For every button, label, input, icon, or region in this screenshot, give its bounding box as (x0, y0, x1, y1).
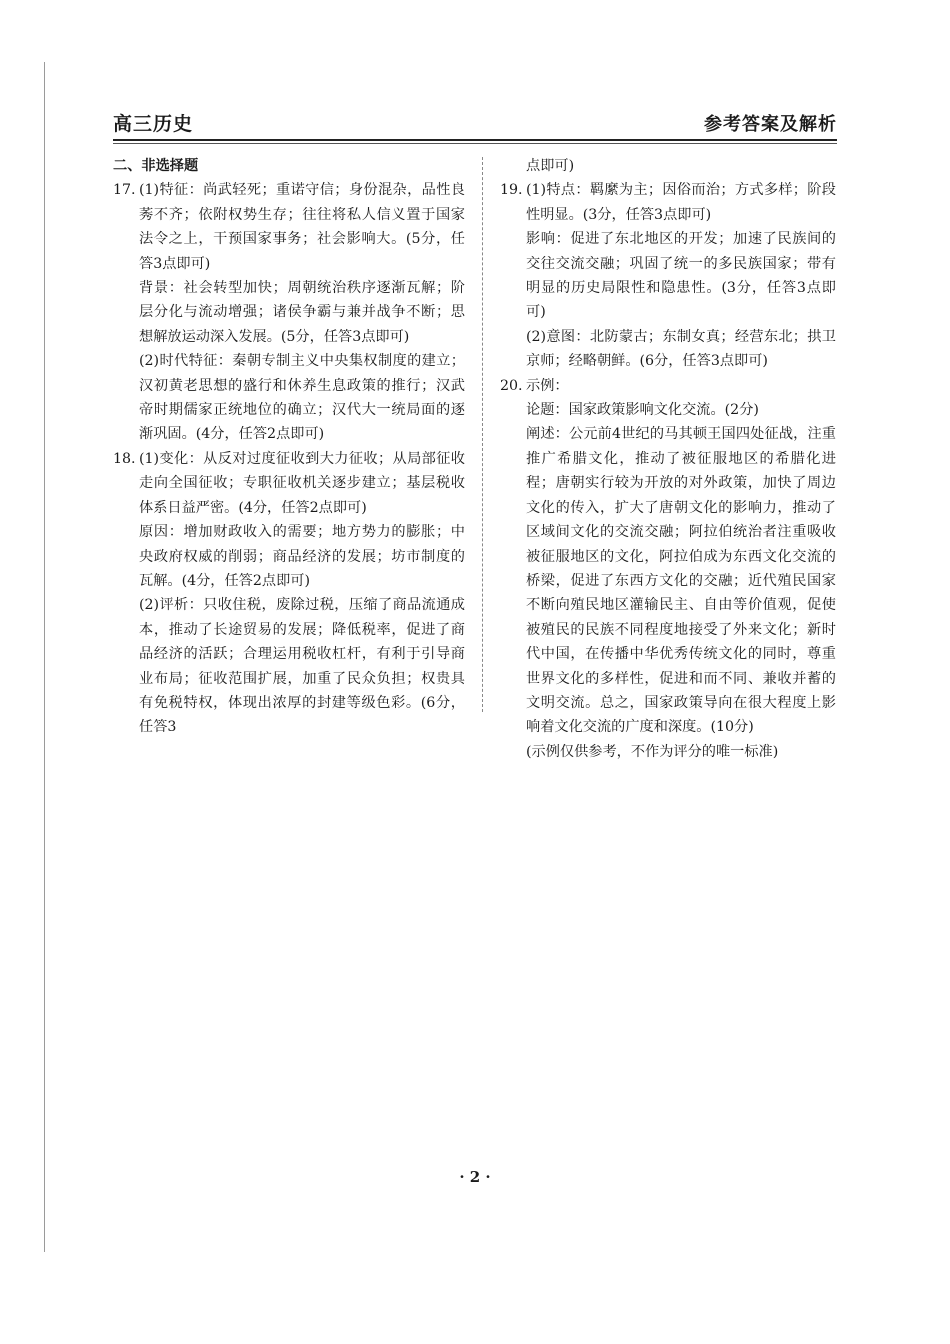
question-19-part1-impact: 影响：促进了东北地区的开发；加速了民族间的交往交流交融；巩固了统一的多民族国家；带有明显的历史局限性和隐患性。(3分，任答3点即可) (526, 231, 836, 321)
header-rule-thick (113, 139, 837, 141)
question-20-number: 20. (500, 377, 523, 394)
question-18-tail: 点即可) (526, 158, 575, 174)
question-20-body: 阐述：公元前4世纪的马其顿王国四处征战，注重推广希腊文化，推动了被征服地区的希腊化进程；唐朝实行较为开放的对外政策，加快了周边文化的传入，扩大了唐朝文化的影响力，推动了区域间文化的交流交融；阿拉伯统治者注重吸收被征服地区的文化，阿拉伯成为东西文化交流的桥梁，促进了东西方文化的交融；近代殖民国家不断向殖民地区灌输民主、自由等价值观，促使被殖民的民族不同程度地接受了外来文化；新时代中国，在传播中华优秀传统文化的同时，尊重世界文化的多样性，促进和而不同、兼收并蓄的文明交流。总之，国家政策导向在很大程度上影响着文化交流的广度和深度。(10分) (526, 426, 836, 736)
question-19-part2: (2)意图：北防蒙古；东制女真；经营东北；拱卫京师；经略朝鲜。(6分，任答3点即可) (526, 328, 836, 370)
question-20-thesis: 论题：国家政策影响文化交流。(2分) (526, 402, 759, 419)
question-19 (500, 178, 836, 373)
question-19-part1-features: (1)特点：羁縻为主；因俗而治；方式多样；阶段性明显。(3分，任答3点即可) (526, 182, 836, 223)
question-18-continued (500, 154, 836, 178)
question-18-part1-changes: (1)变化：从反对过度征收到大力征收；从局部征收走向全国征收；专职征收机关逐步建立；基层税收体系日益严密。(4分，任答2点即可) (139, 450, 465, 516)
section-title: 二、非选择题 (113, 158, 199, 174)
header-subject: 高三历史 (113, 113, 194, 135)
question-18 (113, 447, 465, 740)
page-number: · 2 · (459, 1168, 491, 1186)
question-17-number: 17. (113, 182, 136, 199)
right-column (500, 154, 836, 764)
question-17-part1-features: (1)特征：尚武轻死；重诺守信；身份混杂，品性良莠不齐；依附权势生存；往往将私人信义置于国家法令之上，干预国家事务；社会影响大。(5分，任答3点即可) (139, 182, 465, 272)
header-rule-thin (113, 143, 837, 144)
page-header (113, 112, 837, 138)
header-doc-title: 参考答案及解析 (704, 114, 837, 135)
binding-line (44, 62, 45, 1252)
question-17 (113, 178, 465, 446)
question-20 (500, 374, 836, 765)
question-19-number: 19. (500, 182, 523, 199)
question-18-number: 18. (113, 450, 136, 467)
column-divider (482, 157, 483, 712)
question-17-part1-background: 背景：社会转型加快；周朝统治秩序逐渐瓦解；阶层分化与流动增强；诸侯争霸与兼并战争不断；思想解放运动深入发展。(5分，任答3点即可) (139, 280, 465, 345)
question-17-part2: (2)时代特征：秦朝专制主义中央集权制度的建立；汉初黄老思想的盛行和休养生息政策的推行；汉武帝时期儒家正统地位的确立；汉代大一统局面的逐渐巩固。(4分，任答2点即可) (139, 353, 465, 443)
question-20-note: (示例仅供参考，不作为评分的唯一标准) (526, 743, 779, 760)
question-18-part2: (2)评析：只收住税，废除过税，压缩了商品流通成本，推动了长途贸易的发展；降低税率，促进了商品经济的活跃；合理运用税收杠杆，有利于引导商业布局；征收范围扩展，加重了民众负担；权贵具有免税特权，体现出浓厚的封建等级色彩。(6分，任答3 (139, 597, 465, 736)
question-18-part1-reasons: 原因：增加财政收入的需要；地方势力的膨胀；中央政府权威的削弱；商品经济的发展；坊市制度的瓦解。(4分，任答2点即可) (139, 524, 465, 589)
question-20-label: 示例： (526, 377, 569, 394)
left-column (113, 154, 465, 740)
